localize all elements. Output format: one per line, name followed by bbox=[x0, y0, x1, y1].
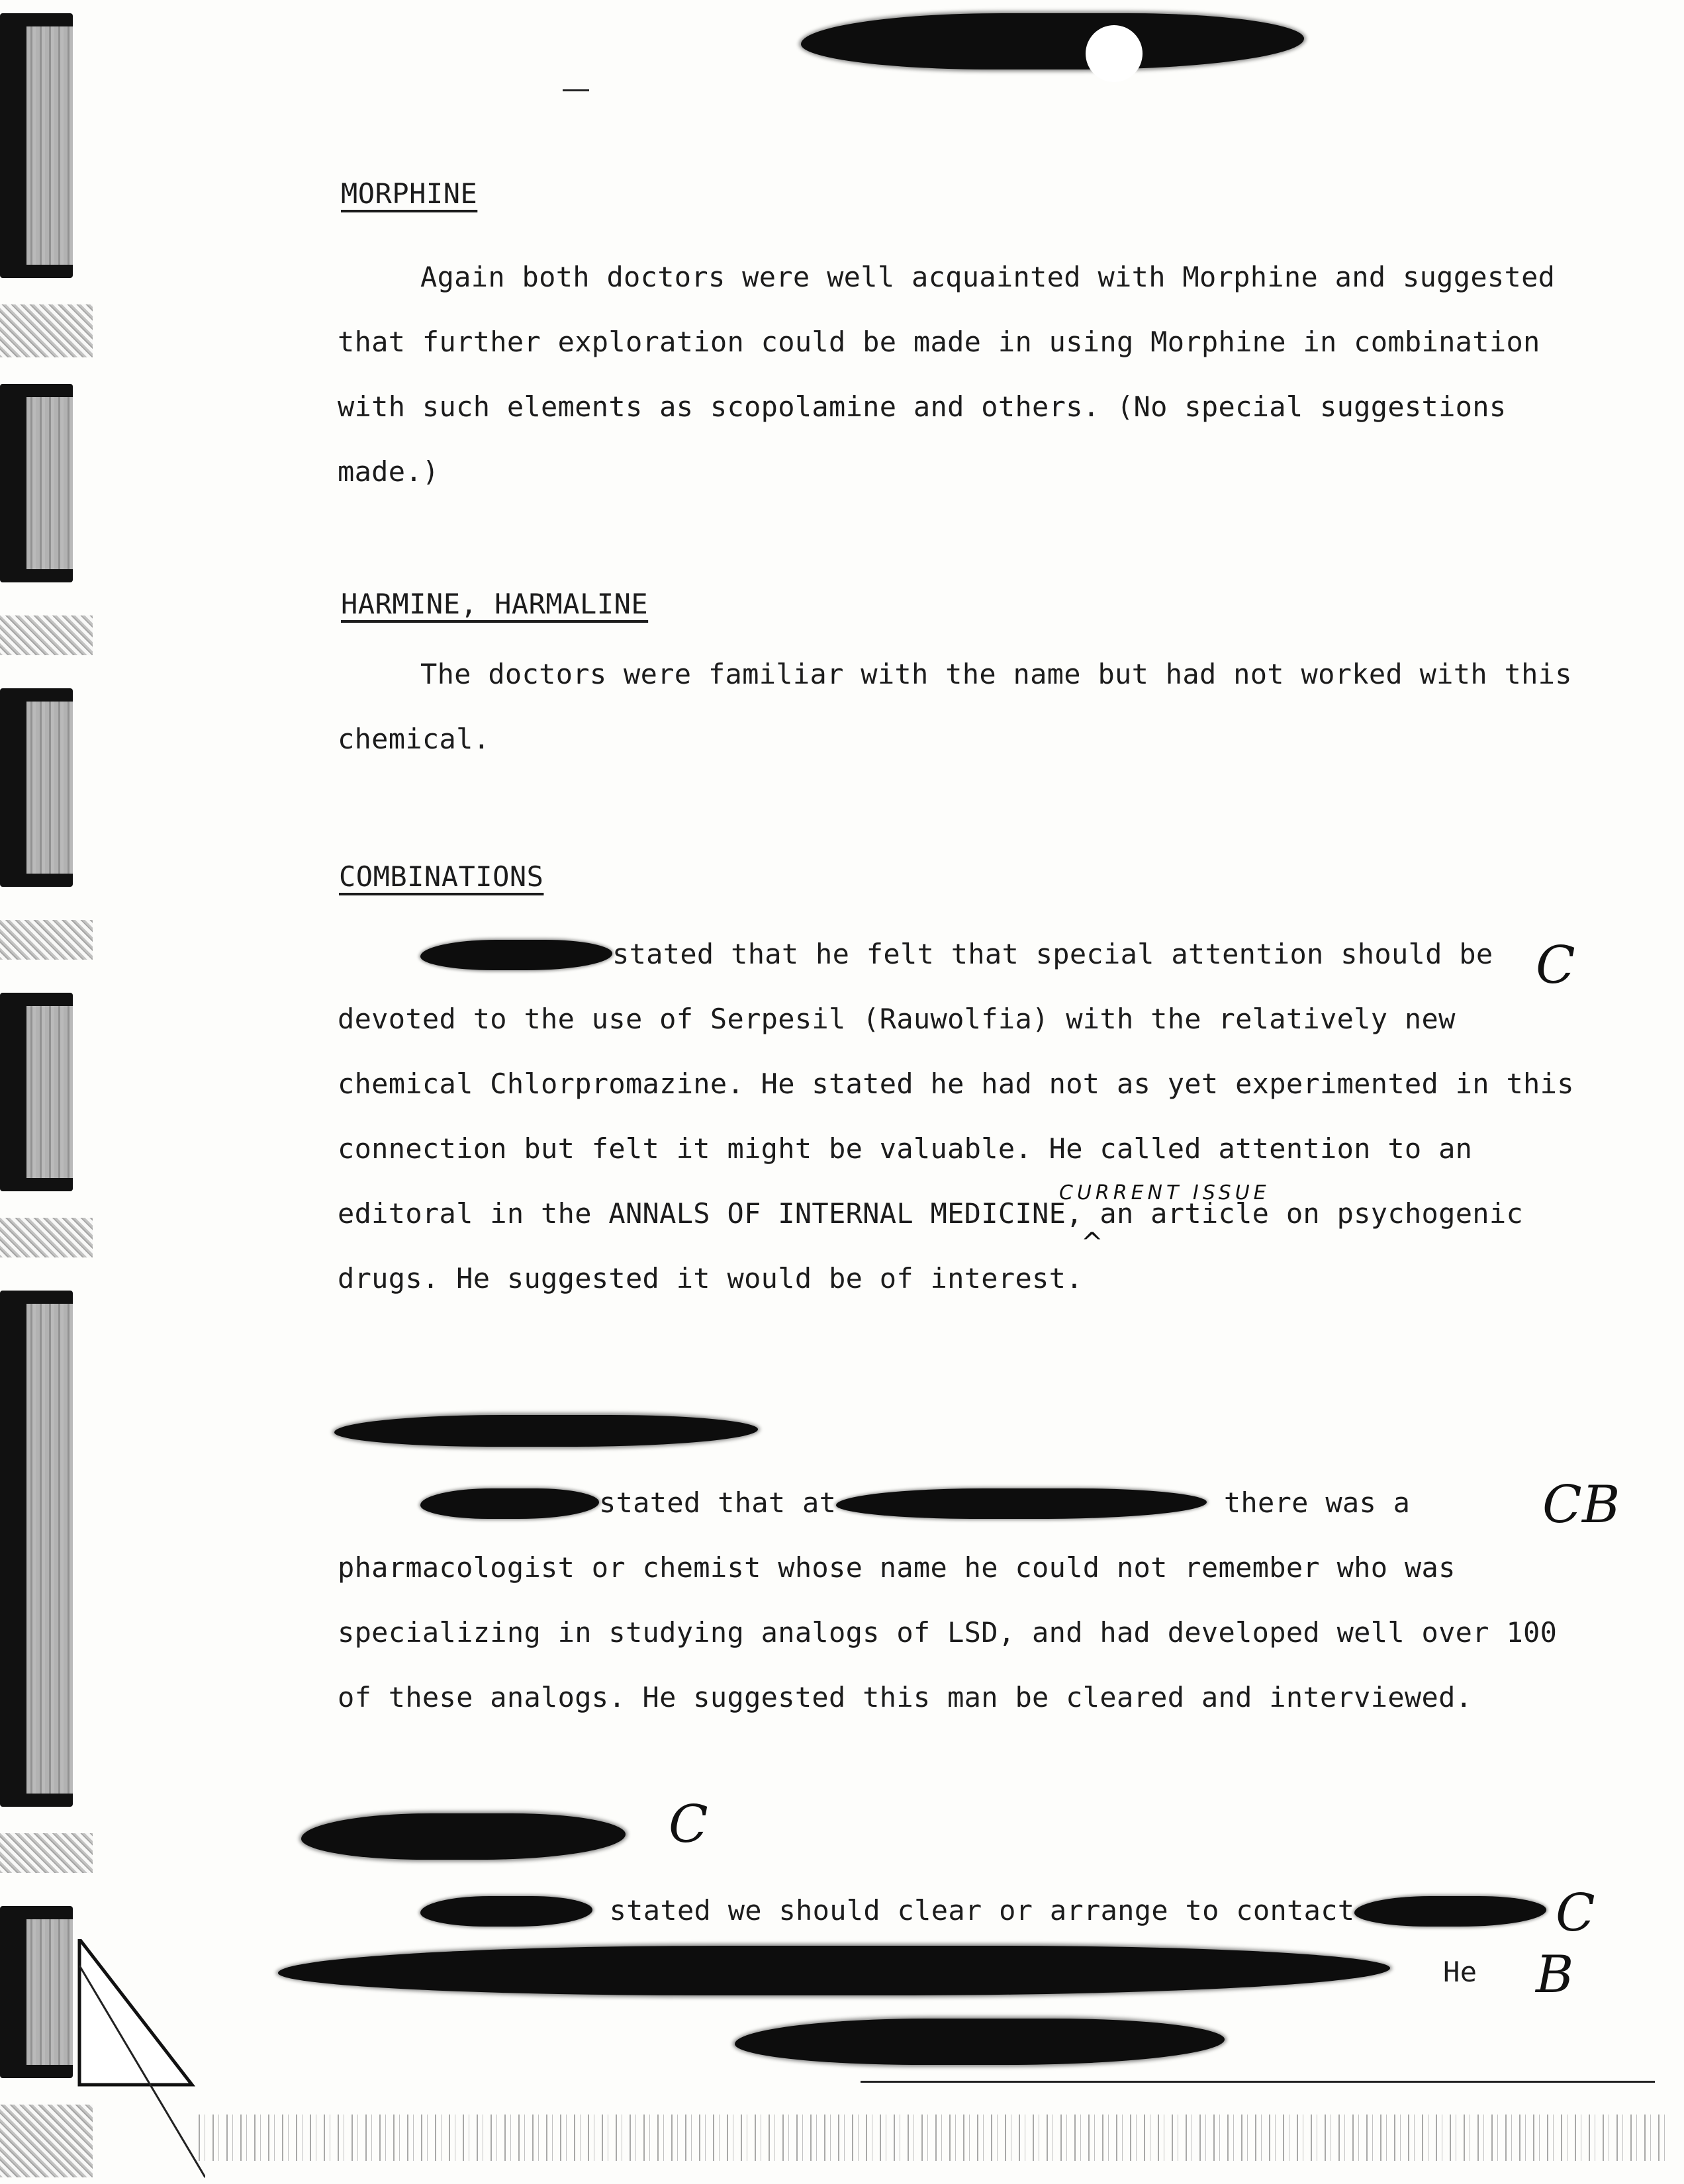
redaction-heading bbox=[334, 1415, 758, 1447]
section1-text-2: there was a pharmacologist or chemist whose name he could not remember who was specializing in studying analogs of LSD, and had developed well over 100 of these analogs. He suggested this man be cleared and interviewed. bbox=[338, 1486, 1558, 1713]
redaction-header bbox=[801, 13, 1304, 69]
margin-mark-c: C bbox=[1542, 1475, 1582, 1535]
margin-mark-c: C bbox=[1536, 936, 1575, 995]
redaction-name bbox=[420, 1488, 599, 1519]
section1-text-1: stated that at bbox=[599, 1486, 837, 1519]
redaction-name bbox=[420, 1896, 592, 1927]
binding-gap bbox=[0, 1218, 93, 1257]
paragraph-redacted-2 bbox=[338, 1878, 1582, 1943]
binding-gap bbox=[0, 1833, 93, 1873]
heading-combinations: COMBINATIONS bbox=[339, 860, 544, 893]
paragraph-redacted-1 bbox=[338, 1471, 1582, 1730]
binding-strip bbox=[0, 13, 73, 278]
binding-strip bbox=[0, 688, 73, 887]
section2-text-2: He bbox=[1443, 1956, 1477, 1988]
binding-edge bbox=[0, 0, 99, 2184]
insertion-caret: ^ bbox=[1081, 1228, 1103, 1258]
folded-corner bbox=[73, 1939, 205, 2184]
stray-mark bbox=[563, 89, 589, 91]
binding-strip bbox=[0, 1291, 73, 1807]
punch-hole bbox=[1086, 25, 1143, 82]
heading-morphine: MORPHINE bbox=[341, 177, 478, 210]
binding-strip bbox=[0, 993, 73, 1191]
scan-noise bbox=[199, 2115, 1668, 2161]
redaction-name bbox=[420, 940, 612, 970]
combinations-text-2: an article on psychogenic drugs. He suggested it would be of interest. bbox=[338, 1197, 1524, 1295]
paragraph-harmine: The doctors were familiar with the name but had not worked with this chemical. bbox=[338, 658, 1572, 755]
redaction-location bbox=[836, 1488, 1207, 1519]
binding-gap bbox=[0, 920, 93, 960]
margin-mark-c: C bbox=[669, 1795, 708, 1854]
paragraph-combinations bbox=[338, 922, 1582, 1311]
page-rule bbox=[861, 2081, 1655, 2083]
margin-mark-b: B bbox=[1536, 1945, 1574, 2005]
redaction-heading bbox=[301, 1813, 626, 1860]
redaction-footer bbox=[735, 2019, 1225, 2065]
combinations-text-1: stated that he felt that special attention should be devoted to the use of Serpesil (Rauwolfia) with the relatively new chemical Chlorpromazine. He stated he had not as yet experimented in this connection but felt it might be valuable. He called attention to an editoral in the ANNALS OF INTERNAL MEDICINE, bbox=[338, 938, 1574, 1230]
handwritten-insertion: CURRENT ISSUE bbox=[1059, 1181, 1270, 1205]
binding-gap bbox=[0, 615, 93, 655]
margin-mark-c: C bbox=[1556, 1884, 1595, 1943]
binding-gap bbox=[0, 304, 93, 357]
heading-harmine: HARMINE, HARMALINE bbox=[341, 588, 649, 620]
margin-mark-b: B bbox=[1582, 1475, 1620, 1535]
binding-strip bbox=[0, 1906, 73, 2078]
paragraph-morphine: Again both doctors were well acquainted with Morphine and suggested that further exploration could be made in using Morphine in combination with such elements as scopolamine and others. (No special suggestions made.) bbox=[338, 261, 1556, 488]
redaction-contact bbox=[1354, 1896, 1546, 1927]
binding-strip bbox=[0, 384, 73, 582]
section2-text-1: stated we should clear or arrange to contact bbox=[609, 1894, 1355, 1927]
redaction-line bbox=[278, 1946, 1390, 1995]
